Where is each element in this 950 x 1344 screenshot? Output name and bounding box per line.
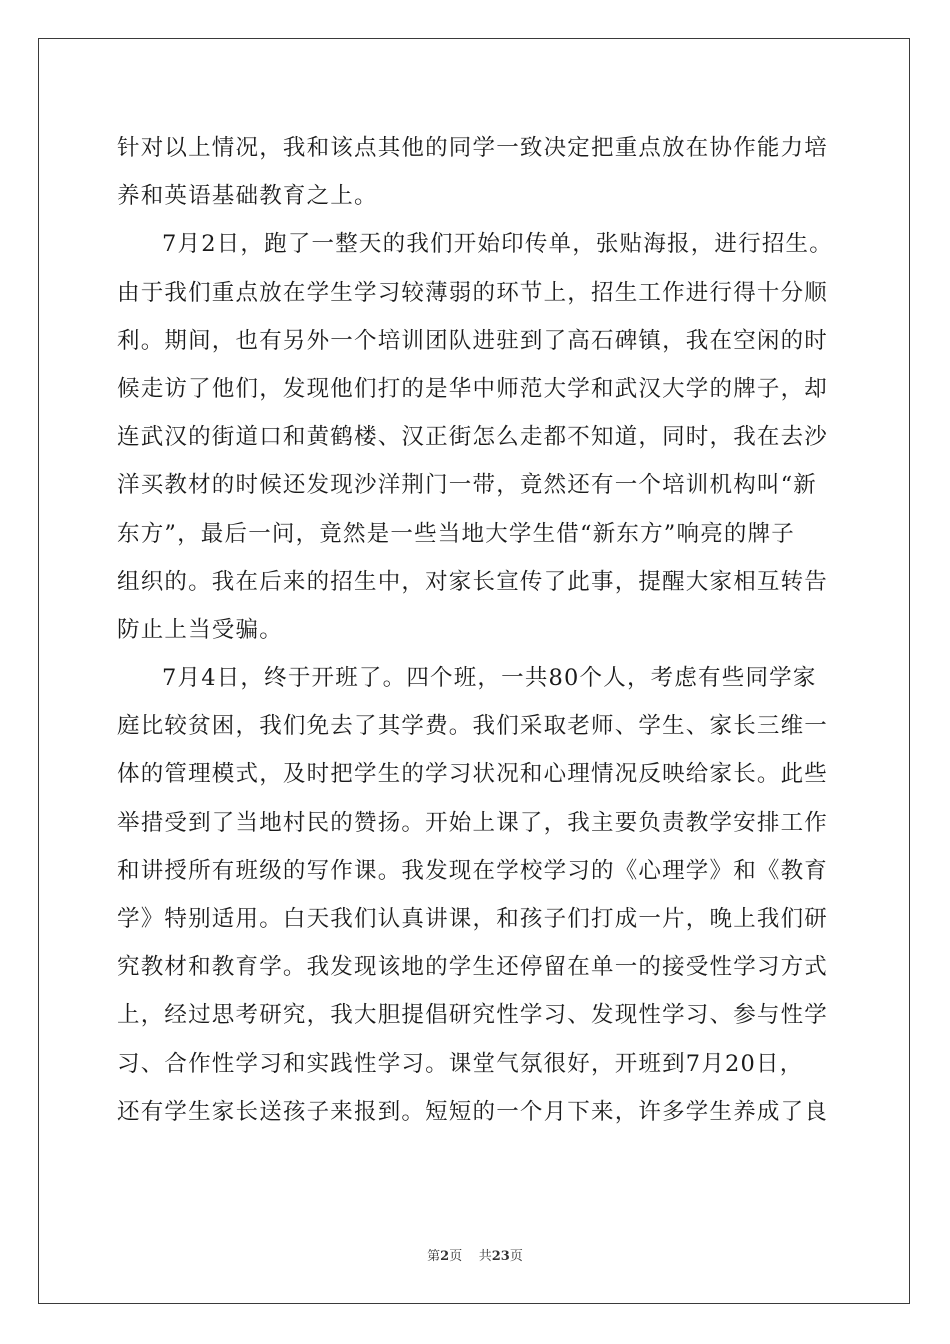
text-line: 防止上当受骗。 xyxy=(117,616,283,643)
text-line: 体的管理模式，及时把学生的学习状况和心理情况反映给家长。此些 xyxy=(117,761,829,788)
page-number: 2 xyxy=(440,1249,450,1264)
page-prefix: 第 xyxy=(427,1249,441,1264)
text-line: 和讲授所有班级的写作课。我发现在学校学习的《心理学》和《教育 xyxy=(117,857,829,884)
text-line: 学》特别适用。白天我们认真讲课，和孩子们打成一片，晚上我们研 xyxy=(117,906,829,932)
total-suffix: 页 xyxy=(509,1249,523,1264)
paragraph-1 xyxy=(117,124,837,220)
total-pages: 23 xyxy=(491,1249,510,1264)
text-line: 洋买教材的时候还发现沙洋荆门一带，竟然还有一个培训机构叫“新 xyxy=(117,472,818,499)
paragraph-3 xyxy=(117,654,837,1136)
page-suffix: 页 xyxy=(449,1249,463,1264)
text-line: 7月2日，跑了一整天的我们开始印传单，张贴海报，进行招生。 xyxy=(162,231,833,258)
text-line: 连武汉的街道口和黄鹤楼、汉正街怎么走都不知道，同时，我在去沙 xyxy=(117,424,829,451)
text-line: 组织的。我在后来的招生中，对家长宣传了此事，提醒大家相互转告 xyxy=(117,568,829,595)
text-line: 究教材和教育学。我发现该地的学生还停留在单一的接受性学习方式 xyxy=(117,954,829,981)
text-line: 针对以上情况，我和该点其他的同学一致决定把重点放在协作能力培 xyxy=(117,135,829,161)
text-line: 习、合作性学习和实践性学习。课堂气氛很好，开班到7月20日， xyxy=(117,1050,804,1077)
text-line: 由于我们重点放在学生学习较薄弱的环节上，招生工作进行得十分顺 xyxy=(117,279,829,306)
text-line: 庭比较贫困，我们免去了其学费。我们采取老师、学生、家长三维一 xyxy=(117,713,829,740)
page-footer xyxy=(0,1245,950,1264)
text-line: 养和英语基础教育之上。 xyxy=(117,183,378,210)
text-line: 还有学生家长送孩子来报到。短短的一个月下来，许多学生养成了良 xyxy=(117,1098,829,1125)
text-line: 利。期间，也有另外一个培训团队进驻到了高石碑镇，我在空闲的时 xyxy=(117,327,829,354)
text-line: 东方”，最后一问，竟然是一些当地大学生借“新东方”响亮的牌子 xyxy=(117,520,796,547)
document-body xyxy=(117,124,837,1136)
text-line: 举措受到了当地村民的赞扬。开始上课了，我主要负责教学安排工作 xyxy=(117,809,829,836)
text-line: 上，经过思考研究，我大胆提倡研究性学习、发现性学习、参与性学 xyxy=(117,1002,829,1029)
total-prefix: 共 xyxy=(478,1249,492,1264)
text-line: 候走访了他们，发现他们打的是华中师范大学和武汉大学的牌子，却 xyxy=(117,375,829,402)
text-line: 7月4日，终于开班了。四个班，一共80个人，考虑有些同学家 xyxy=(162,665,817,692)
paragraph-2 xyxy=(117,220,837,654)
